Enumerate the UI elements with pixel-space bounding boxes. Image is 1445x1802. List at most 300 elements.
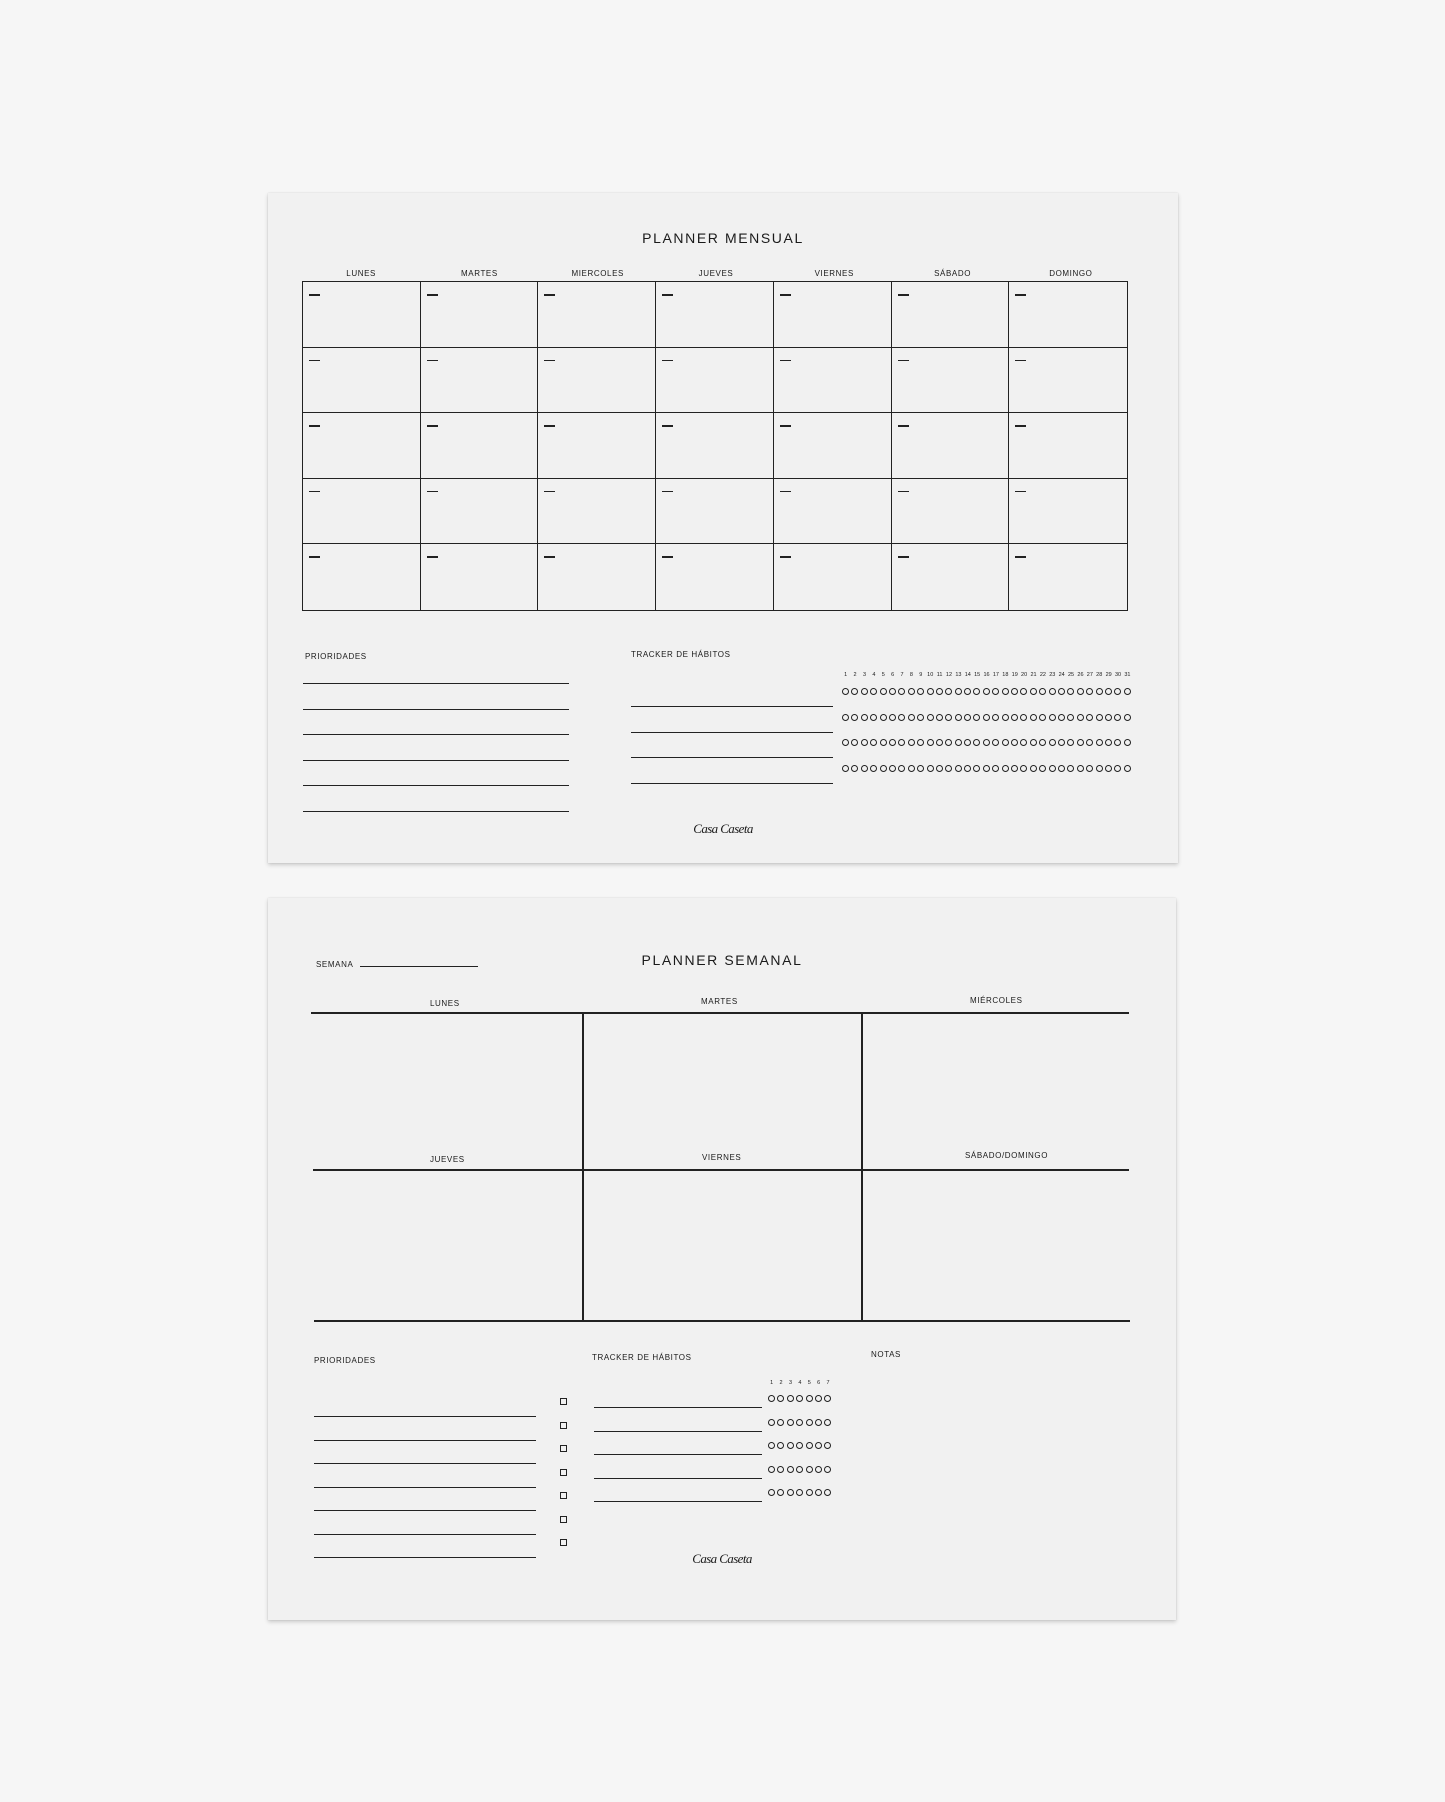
writing-line[interactable] (594, 1431, 762, 1432)
habit-circle[interactable] (1002, 714, 1009, 721)
habit-circle[interactable] (983, 688, 990, 695)
calendar-day-cell[interactable] (421, 479, 539, 545)
calendar-day-cell[interactable] (303, 544, 421, 610)
habit-circle-row (768, 1395, 831, 1402)
habit-circle[interactable] (851, 765, 858, 772)
calendar-day-cell[interactable] (538, 348, 656, 414)
habit-circle[interactable] (796, 1419, 803, 1426)
habit-circle[interactable] (768, 1442, 775, 1449)
week-label: SEMANA (316, 960, 354, 969)
calendar-day-cell[interactable] (421, 282, 539, 348)
habit-circle[interactable] (1105, 765, 1112, 772)
habit-circle[interactable] (945, 739, 952, 746)
habit-circle[interactable] (983, 714, 990, 721)
priority-checkbox[interactable] (560, 1422, 567, 1429)
day-number-dash (780, 425, 791, 427)
habit-circle[interactable] (806, 1419, 813, 1426)
habit-circle[interactable] (1002, 739, 1009, 746)
habit-circle[interactable] (936, 688, 943, 695)
habit-circle[interactable] (889, 714, 896, 721)
habit-circle[interactable] (898, 688, 905, 695)
habit-circle[interactable] (824, 1442, 831, 1449)
habit-circle[interactable] (1002, 765, 1009, 772)
habit-circle[interactable] (1067, 688, 1074, 695)
habit-circle[interactable] (898, 765, 905, 772)
habit-circle[interactable] (973, 688, 980, 695)
weekly-day-lunes: LUNES (430, 999, 460, 1008)
habit-circle-row (768, 1489, 831, 1496)
habit-circle[interactable] (898, 739, 905, 746)
day-number-dash (427, 556, 438, 558)
habit-circle[interactable] (824, 1489, 831, 1496)
habit-circle[interactable] (1058, 765, 1065, 772)
habit-circle[interactable] (1067, 739, 1074, 746)
calendar-day-cell[interactable] (892, 413, 1010, 479)
writing-line[interactable] (594, 1478, 762, 1479)
tracker-day-number: 12 (945, 672, 953, 678)
calendar-day-cell[interactable] (774, 413, 892, 479)
tracker-day-number: 10 (927, 672, 934, 678)
habit-circle[interactable] (1096, 739, 1103, 746)
calendar-day-cell[interactable] (1009, 413, 1127, 479)
writing-line[interactable] (631, 783, 833, 784)
habit-circle[interactable] (787, 1489, 794, 1496)
habit-circle[interactable] (1058, 739, 1065, 746)
priority-checkbox[interactable] (560, 1516, 567, 1523)
habit-circle[interactable] (1058, 714, 1065, 721)
habit-circle[interactable] (815, 1442, 822, 1449)
calendar-day-cell[interactable] (1009, 544, 1127, 610)
habit-circle[interactable] (815, 1489, 822, 1496)
calendar-day-cell[interactable] (303, 413, 421, 479)
habit-circle[interactable] (1096, 688, 1103, 695)
weekly-day-jueves: JUEVES (430, 1155, 465, 1164)
tracker-day-number: 3 (862, 672, 866, 678)
weekly-middle-rule (313, 1169, 1129, 1171)
calendar-day-cell[interactable] (1009, 348, 1127, 414)
habit-circle[interactable] (1124, 765, 1131, 772)
habit-circle[interactable] (964, 688, 971, 695)
habit-circle[interactable] (768, 1466, 775, 1473)
habit-circle[interactable] (787, 1395, 794, 1402)
day-number-dash (1015, 425, 1026, 427)
day-number-dash (662, 425, 673, 427)
habit-circle[interactable] (1049, 688, 1056, 695)
tracker-day-number: 21 (1030, 672, 1037, 678)
habit-circle[interactable] (806, 1442, 813, 1449)
writing-line[interactable] (631, 757, 833, 758)
calendar-day-cell[interactable] (421, 413, 539, 479)
habit-circle[interactable] (777, 1466, 784, 1473)
tracker-day-number: 11 (936, 672, 943, 678)
day-header: JUEVES (698, 269, 734, 278)
habit-circle[interactable] (824, 1395, 831, 1402)
habit-circle[interactable] (1124, 739, 1131, 746)
day-number-dash (544, 556, 555, 558)
habit-circle[interactable] (787, 1419, 794, 1426)
calendar-day-cell[interactable] (421, 544, 539, 610)
habit-circle[interactable] (955, 714, 962, 721)
habit-circle[interactable] (777, 1489, 784, 1496)
day-number-dash (1015, 556, 1026, 558)
habit-circle[interactable] (1058, 688, 1065, 695)
monthly-habits-label: TRACKER DE HÁBITOS (631, 650, 731, 659)
writing-line[interactable] (314, 1510, 536, 1511)
habit-circle[interactable] (1039, 765, 1046, 772)
habit-circle[interactable] (1030, 688, 1037, 695)
habit-circle[interactable] (917, 714, 924, 721)
day-number-dash (309, 294, 320, 296)
habit-circle[interactable] (1105, 714, 1112, 721)
calendar-day-cell[interactable] (892, 348, 1010, 414)
weekly-top-rule (311, 1012, 1129, 1014)
habit-circle[interactable] (1096, 765, 1103, 772)
calendar-day-cell[interactable] (892, 544, 1010, 610)
habit-circle[interactable] (945, 688, 952, 695)
habit-circle[interactable] (927, 714, 934, 721)
habit-circle[interactable] (1039, 714, 1046, 721)
habit-circle[interactable] (851, 739, 858, 746)
habit-circle[interactable] (824, 1419, 831, 1426)
habit-circle[interactable] (973, 739, 980, 746)
day-number-dash (780, 294, 791, 296)
calendar-day-cell[interactable] (538, 544, 656, 610)
weekly-vertical-rule (582, 1012, 584, 1321)
habit-circle[interactable] (842, 765, 849, 772)
tracker-day-number: 6 (817, 1380, 821, 1386)
calendar-day-cell[interactable] (656, 479, 774, 545)
day-number-dash (898, 491, 909, 493)
habit-circle[interactable] (880, 714, 887, 721)
habit-circle[interactable] (1114, 739, 1121, 746)
writing-line[interactable] (303, 785, 569, 786)
day-header: SÁBADO (934, 269, 972, 278)
monthly-calendar-grid (302, 281, 1128, 611)
habit-circle[interactable] (964, 714, 971, 721)
habit-circle[interactable] (806, 1466, 813, 1473)
habit-circle[interactable] (1039, 688, 1046, 695)
tracker-day-number: 22 (1039, 672, 1046, 678)
calendar-day-cell[interactable] (656, 282, 774, 348)
habit-circle[interactable] (768, 1395, 775, 1402)
day-number-dash (898, 294, 909, 296)
tracker-day-number: 19 (1011, 672, 1018, 678)
habit-circle[interactable] (1049, 765, 1056, 772)
habit-circle[interactable] (1049, 739, 1056, 746)
habit-circle[interactable] (861, 714, 868, 721)
calendar-day-cell[interactable] (774, 348, 892, 414)
tracker-day-number: 30 (1114, 672, 1122, 678)
habit-circle[interactable] (1011, 688, 1018, 695)
writing-line[interactable] (303, 683, 569, 684)
tracker-day-number: 5 (807, 1380, 811, 1386)
habit-circle[interactable] (1030, 739, 1037, 746)
habit-circle[interactable] (880, 688, 887, 695)
monthly-day-headers (302, 269, 1130, 278)
habit-circle[interactable] (1114, 688, 1121, 695)
monthly-tracker-numbers (841, 672, 1132, 678)
habit-circle[interactable] (870, 714, 877, 721)
writing-line[interactable] (314, 1487, 536, 1488)
day-number-dash (898, 360, 909, 362)
habit-circle[interactable] (851, 688, 858, 695)
calendar-day-cell[interactable] (774, 282, 892, 348)
weekly-vertical-rule (861, 1012, 863, 1321)
day-header: DOMINGO (1049, 269, 1093, 278)
priority-checkbox[interactable] (560, 1492, 567, 1499)
writing-line[interactable] (631, 706, 833, 707)
habit-circle[interactable] (1011, 765, 1018, 772)
habit-circle[interactable] (1114, 714, 1121, 721)
writing-line[interactable] (314, 1463, 536, 1464)
habit-circle[interactable] (1030, 765, 1037, 772)
calendar-day-cell[interactable] (1009, 479, 1127, 545)
calendar-day-cell[interactable] (774, 479, 892, 545)
tracker-day-number: 7 (826, 1380, 830, 1386)
habit-circle[interactable] (917, 688, 924, 695)
tracker-day-number: 2 (853, 672, 857, 678)
habit-circle[interactable] (936, 714, 943, 721)
habit-circle[interactable] (880, 765, 887, 772)
day-number-dash (309, 360, 320, 362)
habit-circle[interactable] (908, 765, 915, 772)
habit-circle[interactable] (1020, 765, 1027, 772)
habit-circle[interactable] (815, 1419, 822, 1426)
habit-circle[interactable] (955, 739, 962, 746)
habit-circle[interactable] (908, 714, 915, 721)
writing-line[interactable] (303, 811, 569, 812)
priority-checkbox[interactable] (560, 1469, 567, 1476)
weekly-day-martes: MARTES (701, 997, 738, 1006)
habit-circle[interactable] (870, 739, 877, 746)
habit-circle[interactable] (1105, 688, 1112, 695)
calendar-day-cell[interactable] (538, 479, 656, 545)
habit-circle-row (842, 714, 1131, 721)
habit-circle-row (768, 1419, 831, 1426)
tracker-day-number: 27 (1086, 672, 1093, 678)
habit-circle[interactable] (796, 1489, 803, 1496)
habit-circle[interactable] (1002, 688, 1009, 695)
habit-circle[interactable] (870, 765, 877, 772)
weekly-habits-label: TRACKER DE HÁBITOS (592, 1353, 692, 1362)
habit-circle[interactable] (945, 714, 952, 721)
habit-circle[interactable] (1011, 714, 1018, 721)
habit-circle[interactable] (796, 1442, 803, 1449)
habit-circle[interactable] (796, 1395, 803, 1402)
habit-circle[interactable] (815, 1466, 822, 1473)
habit-circle-row (842, 688, 1131, 695)
writing-line[interactable] (314, 1440, 536, 1441)
tracker-day-number: 26 (1077, 672, 1084, 678)
tracker-day-number: 16 (983, 672, 990, 678)
habit-circle[interactable] (861, 688, 868, 695)
habit-circle[interactable] (889, 765, 896, 772)
habit-circle[interactable] (908, 688, 915, 695)
habit-circle[interactable] (936, 739, 943, 746)
habit-circle[interactable] (1020, 714, 1027, 721)
priority-checkbox[interactable] (560, 1398, 567, 1405)
tracker-day-number: 4 (872, 672, 876, 678)
tracker-day-number: 24 (1058, 672, 1065, 678)
writing-line[interactable] (631, 732, 833, 733)
habit-circle[interactable] (917, 765, 924, 772)
habit-circle[interactable] (936, 765, 943, 772)
calendar-day-cell[interactable] (892, 282, 1010, 348)
habit-circle[interactable] (1020, 688, 1027, 695)
day-number-dash (1015, 491, 1026, 493)
day-number-dash (1015, 360, 1026, 362)
writing-line[interactable] (594, 1454, 762, 1455)
tracker-day-number: 17 (992, 672, 999, 678)
habit-circle[interactable] (870, 688, 877, 695)
tracker-day-number: 29 (1105, 672, 1112, 678)
habit-circle[interactable] (796, 1466, 803, 1473)
habit-circle[interactable] (992, 739, 999, 746)
habit-circle[interactable] (983, 739, 990, 746)
habit-circle[interactable] (768, 1489, 775, 1496)
habit-circle[interactable] (861, 765, 868, 772)
writing-line[interactable] (314, 1416, 536, 1417)
habit-circle[interactable] (806, 1395, 813, 1402)
habit-circle[interactable] (806, 1489, 813, 1496)
habit-circle[interactable] (964, 739, 971, 746)
calendar-day-cell[interactable] (538, 413, 656, 479)
habit-circle[interactable] (908, 739, 915, 746)
habit-circle[interactable] (777, 1442, 784, 1449)
calendar-day-cell[interactable] (538, 282, 656, 348)
habit-circle[interactable] (787, 1466, 794, 1473)
habit-circle[interactable] (927, 765, 934, 772)
habit-circle[interactable] (927, 739, 934, 746)
habit-circle[interactable] (824, 1466, 831, 1473)
habit-circle[interactable] (815, 1395, 822, 1402)
writing-line[interactable] (303, 709, 569, 710)
weekly-day-sabado-domingo: SÁBADO/DOMINGO (965, 1151, 1049, 1160)
habit-circle[interactable] (964, 765, 971, 772)
weekly-priorities-label: PRIORIDADES (314, 1356, 376, 1365)
habit-circle[interactable] (1077, 688, 1084, 695)
weekly-notes-label: NOTAS (871, 1350, 901, 1359)
habit-circle[interactable] (1086, 688, 1093, 695)
weekly-bottom-rule (314, 1320, 1130, 1322)
day-number-dash (662, 294, 673, 296)
calendar-day-cell[interactable] (303, 282, 421, 348)
tracker-day-number: 23 (1049, 672, 1056, 678)
habit-circle[interactable] (1049, 714, 1056, 721)
habit-circle[interactable] (992, 688, 999, 695)
day-header: LUNES (346, 269, 376, 278)
calendar-day-cell[interactable] (303, 348, 421, 414)
habit-circle[interactable] (1096, 714, 1103, 721)
habit-circle[interactable] (955, 688, 962, 695)
tracker-day-number: 6 (891, 672, 895, 678)
writing-line[interactable] (594, 1407, 762, 1408)
habit-circle[interactable] (768, 1419, 775, 1426)
calendar-day-cell[interactable] (1009, 282, 1127, 348)
habit-circle[interactable] (842, 739, 849, 746)
calendar-day-cell[interactable] (303, 479, 421, 545)
habit-circle[interactable] (842, 714, 849, 721)
habit-circle[interactable] (1067, 714, 1074, 721)
habit-circle[interactable] (1124, 714, 1131, 721)
habit-circle[interactable] (973, 714, 980, 721)
habit-circle[interactable] (955, 765, 962, 772)
habit-circle[interactable] (861, 739, 868, 746)
weekly-title: PLANNER SEMANAL (641, 952, 803, 968)
tracker-day-number: 3 (788, 1380, 792, 1386)
tracker-day-number: 5 (881, 672, 885, 678)
habit-circle[interactable] (889, 688, 896, 695)
day-header: MIERCOLES (571, 269, 624, 278)
calendar-day-cell[interactable] (892, 479, 1010, 545)
habit-circle[interactable] (777, 1395, 784, 1402)
monthly-planner-sheet (268, 193, 1178, 863)
writing-line[interactable] (303, 760, 569, 761)
writing-line[interactable] (314, 1534, 536, 1535)
calendar-day-cell[interactable] (774, 544, 892, 610)
habit-circle[interactable] (983, 765, 990, 772)
habit-circle[interactable] (1086, 739, 1093, 746)
habit-circle[interactable] (1030, 714, 1037, 721)
habit-circle[interactable] (1077, 739, 1084, 746)
habit-circle[interactable] (1086, 765, 1093, 772)
habit-circle[interactable] (1020, 739, 1027, 746)
habit-circle[interactable] (1077, 765, 1084, 772)
habit-circle[interactable] (927, 688, 934, 695)
tracker-day-number: 9 (919, 672, 923, 678)
priority-checkbox[interactable] (560, 1539, 567, 1546)
habit-circle[interactable] (1039, 739, 1046, 746)
habit-circle[interactable] (1105, 739, 1112, 746)
habit-circle[interactable] (842, 688, 849, 695)
writing-line[interactable] (594, 1501, 762, 1502)
day-number-dash (898, 556, 909, 558)
habit-circle[interactable] (851, 714, 858, 721)
habit-circle[interactable] (992, 765, 999, 772)
tracker-day-number: 1 (770, 1380, 774, 1386)
tracker-day-number: 28 (1096, 672, 1103, 678)
habit-circle[interactable] (777, 1419, 784, 1426)
habit-circle[interactable] (889, 739, 896, 746)
day-number-dash (309, 491, 320, 493)
habit-circle[interactable] (1011, 739, 1018, 746)
day-header: VIERNES (814, 269, 854, 278)
day-number-dash (662, 360, 673, 362)
priority-checkbox[interactable] (560, 1445, 567, 1452)
habit-circle[interactable] (945, 765, 952, 772)
calendar-day-cell[interactable] (656, 348, 774, 414)
calendar-day-cell[interactable] (421, 348, 539, 414)
habit-circle[interactable] (787, 1442, 794, 1449)
habit-circle[interactable] (917, 739, 924, 746)
calendar-day-cell[interactable] (656, 413, 774, 479)
writing-line[interactable] (303, 734, 569, 735)
habit-circle[interactable] (1067, 765, 1074, 772)
habit-circle[interactable] (973, 765, 980, 772)
calendar-day-cell[interactable] (656, 544, 774, 610)
habit-circle[interactable] (898, 714, 905, 721)
habit-circle[interactable] (992, 714, 999, 721)
habit-circle[interactable] (1114, 765, 1121, 772)
habit-circle[interactable] (880, 739, 887, 746)
habit-circle[interactable] (1086, 714, 1093, 721)
day-number-dash (427, 294, 438, 296)
tracker-day-number: 14 (964, 672, 971, 678)
day-number-dash (662, 556, 673, 558)
habit-circle[interactable] (1124, 688, 1131, 695)
day-number-dash (309, 556, 320, 558)
habit-circle[interactable] (1077, 714, 1084, 721)
